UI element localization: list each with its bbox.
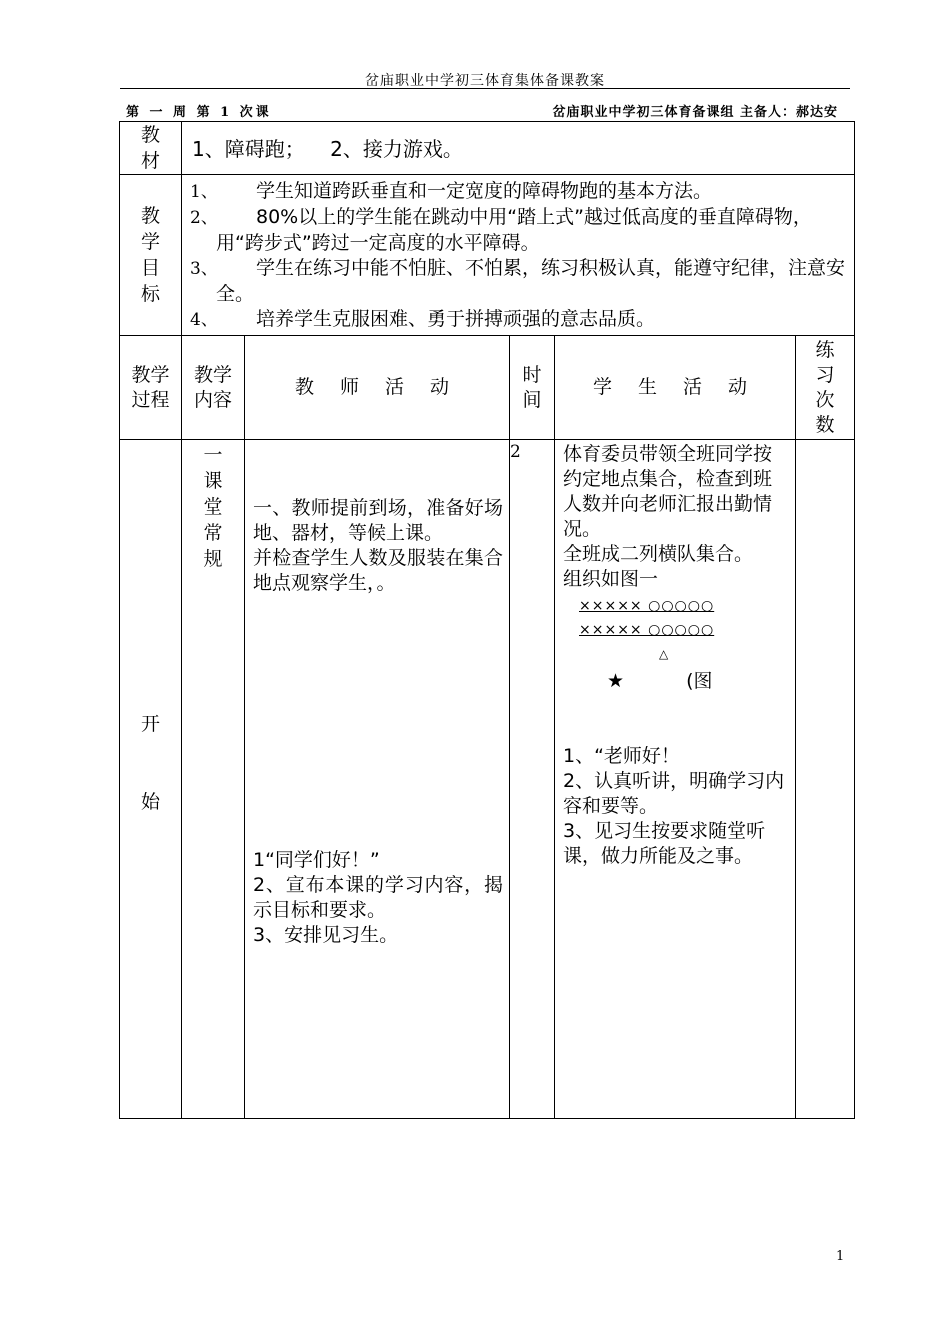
goals-row: [120, 175, 855, 336]
formation-row: ××××× ○○○○○: [579, 622, 715, 638]
time-column-header: 时 间: [510, 336, 555, 440]
lesson-subheader: [126, 101, 838, 120]
content-cell: 一 课 堂 常 规: [182, 440, 245, 1119]
lesson-plan-table: [119, 121, 855, 1119]
page-number: 1: [836, 1249, 845, 1264]
start-phase-row: [120, 440, 855, 1119]
formation-diagram: [555, 592, 795, 696]
student-activity-cell: [555, 440, 796, 1119]
student-block-response: 1、“老师好！ 2、认真听讲，明确学习内容和要等。 3、见习生按要求随堂听课，做力所能及之事。: [563, 745, 785, 867]
triangle-icon: △: [659, 647, 670, 661]
practice-count-header: 练 习 次 数: [796, 336, 855, 440]
goal-item: 3、 学生在练习中能不怕脏、不怕累，练习积极认真，能遵守纪律，注意安全。: [190, 257, 846, 305]
phase-label: 开 始: [120, 440, 182, 1119]
student-activity-header: 学 生 活 动: [555, 336, 796, 440]
teacher-activity-cell: [245, 440, 510, 1119]
figure-caption: (图: [686, 670, 713, 692]
material-cell: [182, 122, 855, 175]
goals-cell: [182, 175, 855, 336]
material-label: 教 材: [120, 122, 182, 175]
process-column-header: 教学 过程: [120, 336, 182, 440]
column-header-row: [120, 336, 855, 440]
goal-item: 2、 80%以上的学生能在跳动中用“踏上式”越过低高度的垂直障碍物，用“跨步式”跨过一定高度的水平障碍。: [190, 206, 812, 254]
teacher-block-start: 一、教师提前到场，准备好场地、器材，等候上课。 并检查学生人数及服装在集合地点观察学生，。: [253, 497, 503, 594]
week-lesson-label: 第 一 周 第 1 次课: [126, 105, 272, 120]
header-divider: [120, 88, 850, 89]
goal-item: 4、 培养学生克服困难、勇于拼搏顽强的意志品质。: [190, 308, 656, 330]
goal-item: 1、 学生知道跨跃垂直和一定宽度的障碍物跑的基本方法。: [190, 180, 713, 202]
time-cell: 2: [510, 440, 555, 1119]
goals-label: 教 学 目 标: [120, 175, 182, 336]
teacher-block-greeting: 1“同学们好！” 2、宣布本课的学习内容，揭示目标和要求。 3、安排见习生。: [253, 849, 503, 946]
student-block-gather: 体育委员带领全班同学按约定地点集合，检查到班人数并向老师汇报出勤情况。 全班成二列横队集合。 组织如图一: [563, 443, 773, 590]
page-header-title: 岔庙职业中学初三体育集体备课教案: [365, 73, 605, 89]
teacher-activity-header: 教 师 活 动: [245, 336, 510, 440]
content-column-header: 教学 内容: [182, 336, 245, 440]
star-icon: ★: [607, 670, 625, 692]
material-row: [120, 122, 855, 175]
practice-count-cell: [796, 440, 855, 1119]
material-text: 1、障碍跑； 2、接力游戏。: [192, 136, 463, 161]
formation-row: ××××× ○○○○○: [579, 598, 715, 614]
group-author-label: 岔庙职业中学初三体育备课组 主备人：郝达安: [552, 105, 838, 120]
